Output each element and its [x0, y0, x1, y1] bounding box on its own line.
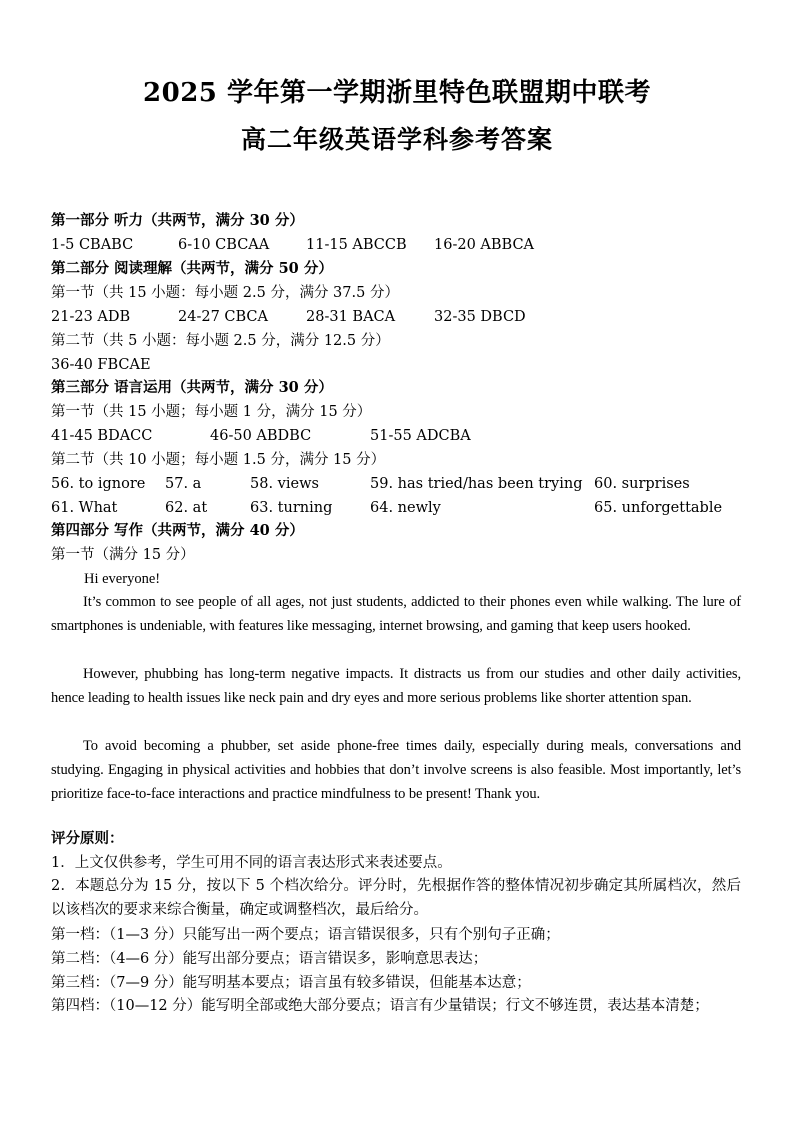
essay-paragraph-2: However, phubbing has long-term negative impacts. It distracts us from our studies and other daily activities, hence leading to health issues like neck pain and dry eyes and more serious problems like shorter attention span. — [51, 666, 741, 706]
answer-group: 32-35 DBCD — [434, 309, 526, 325]
fill-answer: 64. newly — [370, 500, 441, 516]
answer-group: 46-50 ABDBC — [210, 428, 312, 444]
part2-heading: 第二部分 阅读理解（共两节，满分 50 分） — [51, 260, 333, 277]
rule-level-4: 第四档：（10—12 分）能写明全部或绝大部分要点；语言有少量错误；行文不够连贯，表达基本清楚； — [51, 998, 709, 1014]
rule-level-1: 第一档：（1—3 分）只能写出一两个要点；语言错误很多，只有个别句子正确； — [51, 927, 560, 943]
fill-answer: 62. at — [165, 500, 208, 516]
answer-group: 28-31 BACA — [306, 309, 396, 325]
essay-greeting: Hi everyone! — [84, 571, 161, 587]
answer-group: 24-27 CBCA — [178, 309, 268, 325]
fill-answer: 57. a — [165, 476, 202, 492]
answer-group: 36-40 FBCAE — [51, 357, 151, 373]
rule-level-2: 第二档：（4—6 分）能写出部分要点；语言错误多，影响意思表达； — [51, 951, 488, 967]
part3-section2: 第二节（共 10 小题；每小题 1.5 分，满分 15 分） — [51, 452, 386, 468]
fill-answer: 65. unforgettable — [594, 500, 723, 516]
answer-group: 21-23 ADB — [51, 309, 131, 325]
answer-group: 6-10 CBCAA — [178, 237, 270, 253]
essay-paragraph-3: To avoid becoming a phubber, set aside phone-free times daily, especially during meals, conversations and studying. Engaging in physical activities and hobbies that don’t involve screens is also feasible. Most importantly, let’s prioritize face-to-face interactions and practice mindfulness to be present! Thank you. — [51, 738, 741, 802]
rule-level-3: 第三档：（7—9 分）能写明基本要点；语言虽有较多错误，但能基本达意； — [51, 975, 531, 991]
answer-group: 41-45 BDACC — [51, 428, 153, 444]
fill-answer: 56. to ignore — [51, 476, 146, 492]
fill-answer: 60. surprises — [594, 476, 690, 492]
fill-answer: 61. What — [51, 500, 118, 516]
essay-paragraph-1: It’s common to see people of all ages, not just students, addicted to their phones even while walking. The lure of smartphones is undeniable, with features like messaging, internet browsing, and gaming that keep users hooked. — [51, 594, 741, 634]
answer-group: 16-20 ABBCA — [434, 237, 535, 253]
rule-item-2: 2．本题总分为 15 分，按以下 5 个档次给分。评分时，先根据作答的整体情况初步确定其所属档次，然后以该档次的要求来综合衡量，确定或调整档次，最后给分。 — [51, 878, 741, 918]
part4-heading: 第四部分 写作（共两节，满分 40 分） — [51, 522, 304, 539]
part2-section1: 第一节（共 15 小题：每小题 2.5 分，满分 37.5 分） — [51, 285, 399, 301]
part3-heading: 第三部分 语言运用（共两节，满分 30 分） — [51, 379, 333, 396]
answer-group: 51-55 ADCBA — [370, 428, 471, 444]
fill-answer: 63. turning — [250, 500, 333, 516]
page-subtitle: 高二年级英语学科参考答案 — [240, 125, 553, 154]
page-title: 2025 学年第一学期浙里特色联盟期中联考 — [143, 78, 651, 108]
rule-item-1: 1．上文仅供参考，学生可用不同的语言表达形式来表述要点。 — [51, 855, 452, 871]
fill-answer: 59. has tried/has been trying — [370, 476, 583, 492]
part4-section1: 第一节（满分 15 分） — [51, 547, 195, 563]
part2-section2: 第二节（共 5 小题：每小题 2.5 分，满分 12.5 分） — [51, 333, 390, 349]
part1-heading: 第一部分 听力（共两节，满分 30 分） — [51, 212, 304, 229]
part3-section1: 第一节（共 15 小题；每小题 1 分，满分 15 分） — [51, 404, 372, 420]
fill-answer: 58. views — [250, 476, 319, 492]
rules-heading: 评分原则： — [51, 830, 124, 847]
answer-group: 11-15 ABCCB — [306, 237, 407, 253]
answer-group: 1-5 CBABC — [51, 237, 134, 253]
